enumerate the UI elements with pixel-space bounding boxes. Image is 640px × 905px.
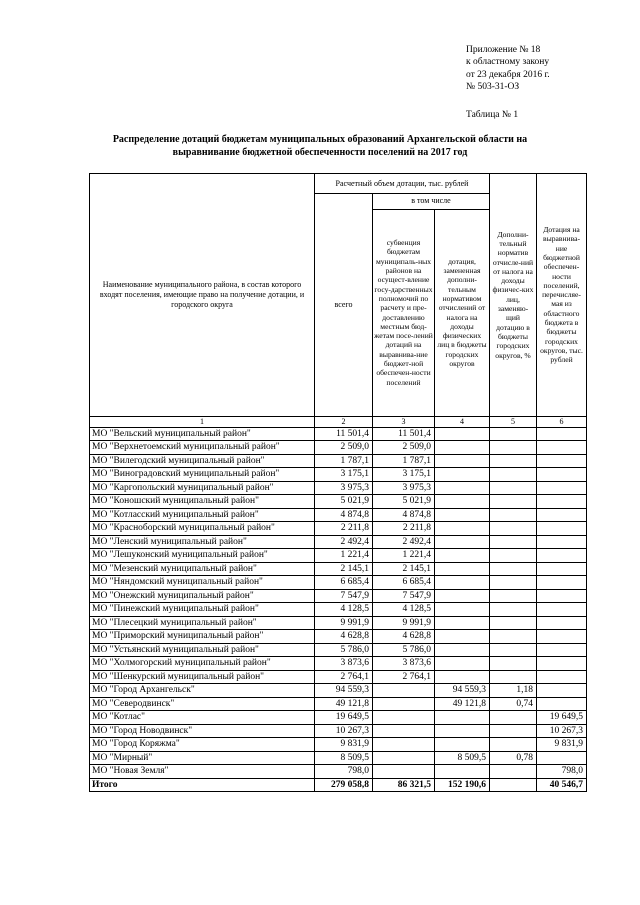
cell-grant xyxy=(537,616,587,630)
table-row xyxy=(90,765,587,779)
cell-total: 2 492,4 xyxy=(315,535,373,549)
cell-subvention: 9 991,9 xyxy=(373,616,435,630)
table-row xyxy=(90,427,587,441)
cell-percent xyxy=(490,522,537,536)
cell-total: 94 559,3 xyxy=(315,684,373,698)
cell-total: 3 873,6 xyxy=(315,657,373,671)
cell-total: 279 058,8 xyxy=(315,778,373,792)
annex-line: № 503-31-ОЗ xyxy=(466,82,520,93)
cell-total: 4 128,5 xyxy=(315,603,373,617)
table-row xyxy=(90,738,587,752)
cell-grant xyxy=(537,468,587,482)
cell-subvention: 4 874,8 xyxy=(373,508,435,522)
cell-replaced xyxy=(435,643,490,657)
cell-grant xyxy=(537,630,587,644)
cell-name: МО "Пинежский муниципальный район" xyxy=(90,603,315,617)
cell-subvention: 2 145,1 xyxy=(373,562,435,576)
table-row xyxy=(90,751,587,765)
cell-grant xyxy=(537,535,587,549)
cell-grant xyxy=(537,643,587,657)
cell-grant xyxy=(537,657,587,671)
table-row xyxy=(90,549,587,563)
cell-total: 11 501,4 xyxy=(315,427,373,441)
cell-name: МО "Вилегодский муниципальный район" xyxy=(90,454,315,468)
cell-subvention xyxy=(373,738,435,752)
cell-total: 1 221,4 xyxy=(315,549,373,563)
cell-subvention: 1 787,1 xyxy=(373,454,435,468)
cell-percent xyxy=(490,589,537,603)
cell-grant xyxy=(537,454,587,468)
cell-replaced xyxy=(435,630,490,644)
cell-subvention: 86 321,5 xyxy=(373,778,435,792)
table-row xyxy=(90,562,587,576)
cell-grant xyxy=(537,549,587,563)
cell-total: 5 786,0 xyxy=(315,643,373,657)
cell-total: 4 874,8 xyxy=(315,508,373,522)
table-row xyxy=(90,670,587,684)
cell-total: 6 685,4 xyxy=(315,576,373,590)
cell-percent xyxy=(490,508,537,522)
cell-replaced xyxy=(435,481,490,495)
table-row xyxy=(90,454,587,468)
cell-grant xyxy=(537,670,587,684)
cell-name: МО "Ленский муниципальный район" xyxy=(90,535,315,549)
cell-subvention xyxy=(373,684,435,698)
cell-grant: 10 267,3 xyxy=(537,724,587,738)
cell-grant xyxy=(537,441,587,455)
cell-replaced xyxy=(435,495,490,509)
cell-subvention: 2 764,1 xyxy=(373,670,435,684)
title-line: выравнивание бюджетной обеспеченности поселений на 2017 год xyxy=(172,146,468,158)
cell-replaced xyxy=(435,657,490,671)
totals-row xyxy=(90,778,587,792)
annex-block xyxy=(466,44,550,94)
table-row xyxy=(90,643,587,657)
table-row xyxy=(90,522,587,536)
cell-subvention: 6 685,4 xyxy=(373,576,435,590)
cell-grant xyxy=(537,697,587,711)
header-additional-norm: Дополни-тельный норматив отчисле-ний от налога на доходы физичес-ких лиц, заменяю-щий дотацию в бюджеты городских округов, % xyxy=(490,174,537,417)
cell-total: 49 121,8 xyxy=(315,697,373,711)
cell-name: МО "Виноградовский муниципальный район" xyxy=(90,468,315,482)
cell-subvention: 3 975,3 xyxy=(373,481,435,495)
cell-total: 9 831,9 xyxy=(315,738,373,752)
cell-grant: 19 649,5 xyxy=(537,711,587,725)
annex-line: от 23 декабря 2016 г. xyxy=(466,69,550,80)
cell-total: 5 021,9 xyxy=(315,495,373,509)
cell-subvention: 1 221,4 xyxy=(373,549,435,563)
cell-replaced xyxy=(435,549,490,563)
cell-replaced xyxy=(435,711,490,725)
cell-name: МО "Новая Земля" xyxy=(90,765,315,779)
header-including: в том числе xyxy=(373,194,490,210)
document-title xyxy=(60,134,580,159)
cell-grant xyxy=(537,481,587,495)
annex-line: к областному закону xyxy=(466,57,550,68)
table-row xyxy=(90,535,587,549)
cell-subvention: 2 211,8 xyxy=(373,522,435,536)
cell-percent xyxy=(490,535,537,549)
cell-total: 798,0 xyxy=(315,765,373,779)
cell-replaced xyxy=(435,535,490,549)
cell-grant xyxy=(537,603,587,617)
header-subvention: субвенция бюджетам муниципаль-ных районов на осущест-вление госу-дарственных полномочий по расчету и пре-доставлению местным бюд-жетам посе-лений дотаций на выравнива-ние бюджет-ной обеспечен-ности поселений xyxy=(373,209,435,416)
subsidy-table xyxy=(89,173,587,792)
table-row xyxy=(90,508,587,522)
table-row xyxy=(90,495,587,509)
cell-subvention xyxy=(373,697,435,711)
cell-subvention: 2 492,4 xyxy=(373,535,435,549)
header-total: всего xyxy=(315,194,373,417)
cell-name: МО "Устьянский муниципальный район" xyxy=(90,643,315,657)
cell-total: 2 145,1 xyxy=(315,562,373,576)
cell-percent xyxy=(490,778,537,792)
cell-name: Итого xyxy=(90,778,315,792)
table-number: Таблица № 1 xyxy=(466,110,519,120)
cell-percent xyxy=(490,495,537,509)
cell-total: 19 649,5 xyxy=(315,711,373,725)
cell-replaced xyxy=(435,603,490,617)
cell-subvention xyxy=(373,765,435,779)
cell-subvention: 3 873,6 xyxy=(373,657,435,671)
title-line: Распределение дотаций бюджетам муниципальных образований Архангельской области на xyxy=(112,134,528,145)
cell-percent xyxy=(490,616,537,630)
cell-percent xyxy=(490,657,537,671)
cell-replaced xyxy=(435,738,490,752)
column-number: 2 xyxy=(315,416,373,427)
cell-replaced xyxy=(435,508,490,522)
column-number: 3 xyxy=(373,416,435,427)
column-number: 5 xyxy=(490,416,537,427)
table-row xyxy=(90,657,587,671)
cell-name: МО "Северодвинск" xyxy=(90,697,315,711)
cell-replaced xyxy=(435,427,490,441)
table-row xyxy=(90,616,587,630)
header-replaced: дотация, замененная дополни-тельным нормативом отчислений от налога на доходы физических лиц в бюджеты городских округов xyxy=(435,209,490,416)
cell-percent xyxy=(490,724,537,738)
cell-replaced xyxy=(435,616,490,630)
cell-percent xyxy=(490,765,537,779)
annex-line: Приложение № 18 xyxy=(466,45,541,55)
cell-replaced xyxy=(435,522,490,536)
cell-total: 7 547,9 xyxy=(315,589,373,603)
cell-total: 10 267,3 xyxy=(315,724,373,738)
cell-subvention: 4 628,8 xyxy=(373,630,435,644)
cell-name: МО "Мезенский муниципальный район" xyxy=(90,562,315,576)
cell-total: 2 764,1 xyxy=(315,670,373,684)
cell-grant: 798,0 xyxy=(537,765,587,779)
table-row xyxy=(90,468,587,482)
cell-percent xyxy=(490,738,537,752)
cell-grant xyxy=(537,589,587,603)
cell-percent xyxy=(490,576,537,590)
column-number: 1 xyxy=(90,416,315,427)
cell-name: МО "Плесецкий муниципальный район" xyxy=(90,616,315,630)
cell-name: МО "Приморский муниципальный район" xyxy=(90,630,315,644)
cell-grant xyxy=(537,427,587,441)
cell-subvention: 5 021,9 xyxy=(373,495,435,509)
cell-grant xyxy=(537,522,587,536)
cell-replaced xyxy=(435,765,490,779)
cell-replaced xyxy=(435,724,490,738)
cell-name: МО "Город Архангельск" xyxy=(90,684,315,698)
cell-name: МО "Вельский муниципальный район" xyxy=(90,427,315,441)
cell-total: 8 509,5 xyxy=(315,751,373,765)
cell-name: МО "Холмогорский муниципальный район" xyxy=(90,657,315,671)
cell-replaced xyxy=(435,441,490,455)
cell-name: МО "Няндомский муниципальный район" xyxy=(90,576,315,590)
cell-grant xyxy=(537,495,587,509)
cell-replaced xyxy=(435,562,490,576)
cell-replaced xyxy=(435,670,490,684)
cell-name: МО "Котлас" xyxy=(90,711,315,725)
table-row xyxy=(90,576,587,590)
cell-percent xyxy=(490,562,537,576)
cell-subvention xyxy=(373,724,435,738)
cell-subvention: 3 175,1 xyxy=(373,468,435,482)
cell-replaced xyxy=(435,468,490,482)
cell-grant: 40 546,7 xyxy=(537,778,587,792)
table-row xyxy=(90,711,587,725)
cell-total: 1 787,1 xyxy=(315,454,373,468)
cell-grant xyxy=(537,508,587,522)
table-row xyxy=(90,630,587,644)
cell-percent xyxy=(490,670,537,684)
cell-name: МО "Каргопольский муниципальный район" xyxy=(90,481,315,495)
cell-total: 3 175,1 xyxy=(315,468,373,482)
cell-name: МО "Город Коряжма" xyxy=(90,738,315,752)
cell-replaced: 8 509,5 xyxy=(435,751,490,765)
cell-replaced: 94 559,3 xyxy=(435,684,490,698)
cell-name: МО "Город Новодвинск" xyxy=(90,724,315,738)
cell-grant: 9 831,9 xyxy=(537,738,587,752)
header-calc-total: Расчетный объем дотации, тыс. рублей xyxy=(315,174,490,194)
cell-subvention: 7 547,9 xyxy=(373,589,435,603)
cell-total: 2 509,0 xyxy=(315,441,373,455)
cell-replaced: 49 121,8 xyxy=(435,697,490,711)
cell-total: 3 975,3 xyxy=(315,481,373,495)
cell-name: МО "Верхнетоемский муниципальный район" xyxy=(90,441,315,455)
cell-subvention: 4 128,5 xyxy=(373,603,435,617)
cell-name: МО "Онежский муниципальный район" xyxy=(90,589,315,603)
cell-total: 2 211,8 xyxy=(315,522,373,536)
cell-replaced xyxy=(435,589,490,603)
cell-subvention: 2 509,0 xyxy=(373,441,435,455)
cell-grant xyxy=(537,562,587,576)
cell-replaced xyxy=(435,576,490,590)
table-row xyxy=(90,684,587,698)
cell-grant xyxy=(537,751,587,765)
cell-total: 4 628,8 xyxy=(315,630,373,644)
table-row xyxy=(90,724,587,738)
cell-percent: 0,78 xyxy=(490,751,537,765)
table-row xyxy=(90,603,587,617)
header-grant: Дотация на выравнива-ние бюджетной обеспечен-ности поселений, перечисляе-мая из областного бюджета в бюджеты городских округов, тыс. рублей xyxy=(537,174,587,417)
cell-percent xyxy=(490,643,537,657)
cell-grant xyxy=(537,576,587,590)
header-name: Наименование муниципального района, в состав которого входят поселения, имеющие право на получение дотации, и городского округа xyxy=(90,174,315,417)
cell-total: 9 991,9 xyxy=(315,616,373,630)
cell-percent: 1,18 xyxy=(490,684,537,698)
table-row xyxy=(90,441,587,455)
table-row xyxy=(90,697,587,711)
cell-name: МО "Лешуконский муниципальный район" xyxy=(90,549,315,563)
cell-name: МО "Котласский муниципальный район" xyxy=(90,508,315,522)
cell-percent xyxy=(490,711,537,725)
cell-percent: 0,74 xyxy=(490,697,537,711)
cell-name: МО "Шенкурский муниципальный район" xyxy=(90,670,315,684)
cell-percent xyxy=(490,603,537,617)
cell-subvention xyxy=(373,751,435,765)
cell-percent xyxy=(490,481,537,495)
column-number: 6 xyxy=(537,416,587,427)
column-number: 4 xyxy=(435,416,490,427)
cell-replaced: 152 190,6 xyxy=(435,778,490,792)
cell-subvention xyxy=(373,711,435,725)
cell-replaced xyxy=(435,454,490,468)
cell-percent xyxy=(490,454,537,468)
table-row xyxy=(90,589,587,603)
table-row xyxy=(90,481,587,495)
cell-name: МО "Красноборский муниципальный район" xyxy=(90,522,315,536)
cell-name: МО "Мирный" xyxy=(90,751,315,765)
cell-percent xyxy=(490,549,537,563)
cell-percent xyxy=(490,441,537,455)
cell-percent xyxy=(490,468,537,482)
cell-percent xyxy=(490,630,537,644)
cell-subvention: 5 786,0 xyxy=(373,643,435,657)
cell-percent xyxy=(490,427,537,441)
cell-name: МО "Коношский муниципальный район" xyxy=(90,495,315,509)
cell-grant xyxy=(537,684,587,698)
cell-subvention: 11 501,4 xyxy=(373,427,435,441)
